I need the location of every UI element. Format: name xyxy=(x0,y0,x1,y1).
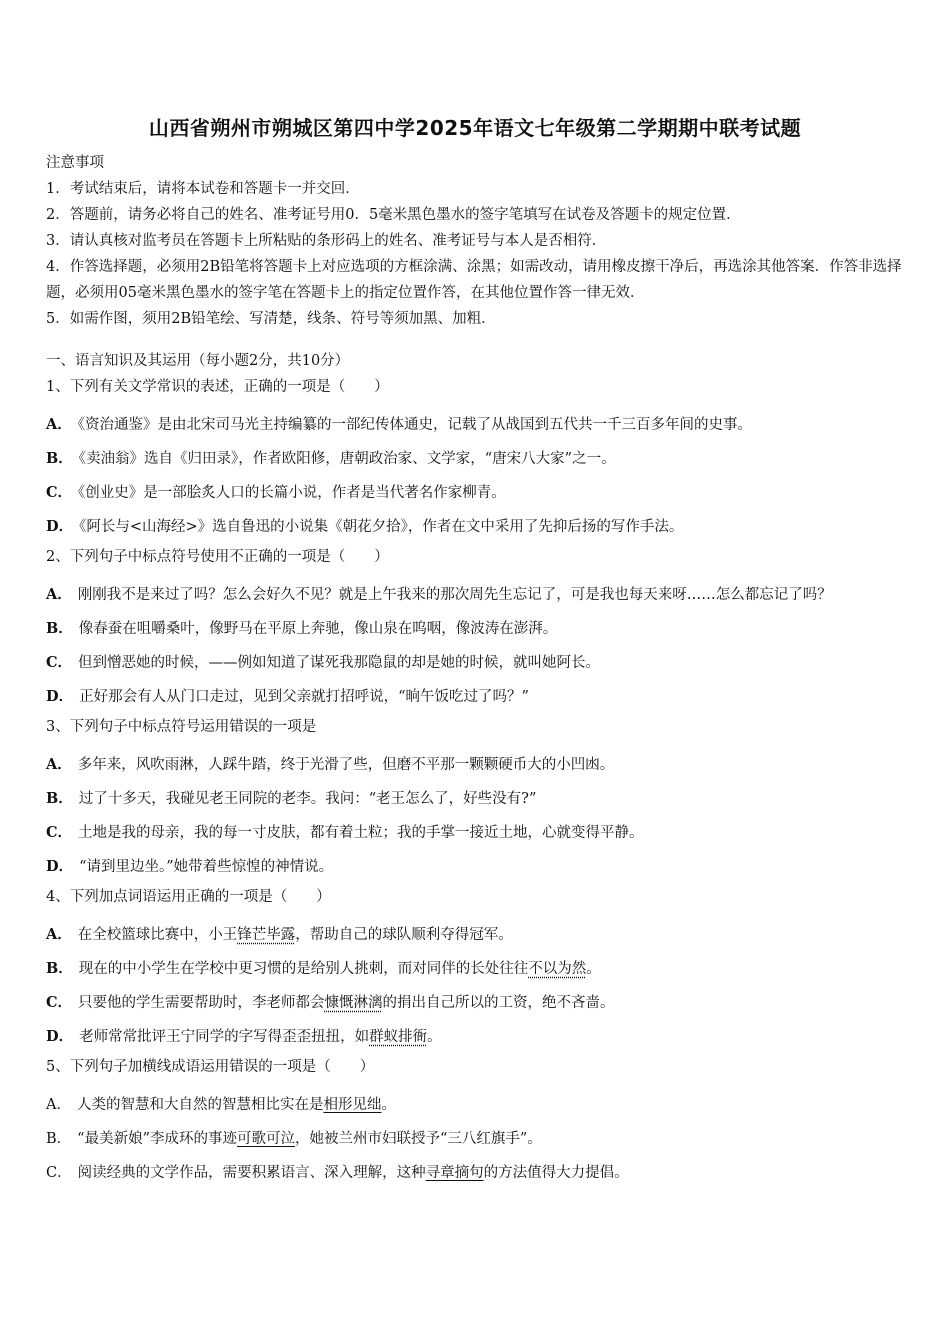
question-1-option-b xyxy=(46,442,906,476)
option-label: B． xyxy=(46,1131,72,1147)
option-label: D． xyxy=(46,688,74,705)
question-3-option-a xyxy=(46,748,906,782)
option-label: C． xyxy=(46,1165,72,1181)
underlined-phrase: 寻章摘句 xyxy=(425,1165,484,1181)
question-1-option-a xyxy=(46,408,906,442)
option-text: 现在的中小学生在学校中更习惯的是给别人挑刺，而对同伴的长处往往 xyxy=(78,961,529,977)
option-label: B． xyxy=(46,790,73,807)
dotted-phrase: 不以为然 xyxy=(528,961,587,977)
option-text: 多年来，风吹雨淋，人踩牛踏，终于光滑了些，但磨不平那一颗颗硬币大的小凹凼。 xyxy=(77,757,615,773)
question-5-stem: 5、下列句子加横线成语运用错误的一项是（ ） xyxy=(46,1059,375,1075)
question-5-option-a xyxy=(46,1088,906,1122)
option-label: D． xyxy=(46,858,74,875)
question-4-option-c xyxy=(46,986,906,1020)
option-label: A． xyxy=(46,586,72,603)
option-text: 的捐出自己所以的工资，绝不吝啬。 xyxy=(382,995,615,1011)
option-text: 。 xyxy=(586,961,601,977)
option-text: “最美新娘”李成环的事迹 xyxy=(77,1131,237,1147)
question-4-option-b xyxy=(46,952,906,986)
notice-heading: 注意事项 xyxy=(46,155,104,171)
notice-item: 3．请认真核对监考员在答题卡上所粘贴的条形码上的姓名、准考证号与本人是否相符． xyxy=(46,233,607,249)
option-text: 。 xyxy=(427,1029,442,1045)
option-label: C． xyxy=(46,654,73,671)
notice-item: 4．作答选择题，必须用2B铅笔将答题卡上对应选项的方框涂满、涂黑；如需改动，请用橡皮擦干净后，再选涂其他答案．作答非选择题，必须用05毫米黑色墨水的签字笔在答题卡上的指定位置作答，在其他位置作答一律无效． xyxy=(46,259,902,301)
option-text: 像春蚕在咀嚼桑叶，像野马在平原上奔驰，像山泉在呜咽，像波涛在澎湃。 xyxy=(78,621,558,637)
question-1-option-c xyxy=(46,476,906,510)
question-5-option-c xyxy=(46,1156,906,1190)
option-text: 。 xyxy=(381,1097,396,1113)
option-label: A． xyxy=(46,1097,71,1113)
option-label: C． xyxy=(46,484,73,501)
option-label: D． xyxy=(46,1028,74,1045)
section-heading: 一、语言知识及其运用（每小题2分，共10分） xyxy=(46,353,350,369)
option-text: ，她被兰州市妇联授予“三八红旗手”。 xyxy=(294,1131,542,1147)
dotted-phrase: 群蚁排衙 xyxy=(369,1029,428,1045)
question-2-option-a xyxy=(46,578,906,612)
question-2-option-b xyxy=(46,612,906,646)
option-label: C． xyxy=(46,994,73,1011)
question-2-stem: 2、下列句子中标点符号使用不正确的一项是（ ） xyxy=(46,549,389,565)
option-text: 正好那会有人从门口走过，见到父亲就打招呼说，“晌午饭吃过了吗？” xyxy=(79,689,529,705)
dotted-phrase: 锋芒毕露 xyxy=(237,927,296,943)
notice-item: 2．答题前，请务必将自己的姓名、准考证号用0．5毫米黑色墨水的签字笔填写在试卷及答题卡的规定位置． xyxy=(46,207,741,223)
option-label: B． xyxy=(46,450,73,467)
question-2-option-c xyxy=(46,646,906,680)
option-text: 土地是我的母亲，我的每一寸皮肤，都有着土粒；我的手掌一接近土地，心就变得平静。 xyxy=(78,825,644,841)
option-label: A． xyxy=(46,416,72,433)
underlined-phrase: 相形见绌 xyxy=(323,1097,382,1113)
question-3-option-d xyxy=(46,850,906,884)
question-3-stem: 3、下列句子中标点符号运用错误的一项是 xyxy=(46,719,317,735)
underlined-phrase: 可歌可泣 xyxy=(236,1131,295,1147)
option-text: 过了十多天，我碰见老王同院的老李。我问：“老王怎么了，好些没有?” xyxy=(78,791,537,807)
question-4-option-d xyxy=(46,1020,906,1054)
page-title: 山西省朔州市朔城区第四中学2025年语文七年级第二学期期中联考试题 xyxy=(148,116,802,140)
option-text: 老师常常批评王宁同学的字写得歪歪扭扭，如 xyxy=(79,1029,370,1045)
question-4-stem: 4、下列加点词语运用正确的一项是（ ） xyxy=(46,889,331,905)
option-text: 在全校篮球比赛中，小王 xyxy=(77,927,238,943)
option-text: 刚刚我不是来过了吗？怎么会好久不见？就是上午我来的那次周先生忘记了，可是我也每天来呀……怎么都忘记了吗？ xyxy=(77,587,832,603)
question-1-stem: 1、下列有关文学常识的表述，正确的一项是（ ） xyxy=(46,379,389,395)
question-3-option-b xyxy=(46,782,906,816)
question-5-option-b xyxy=(46,1122,906,1156)
dotted-phrase: 慷慨淋漓 xyxy=(324,995,383,1011)
question-area xyxy=(46,348,906,1190)
option-text: 的方法值得大力提倡。 xyxy=(483,1165,629,1181)
option-label: B． xyxy=(46,960,73,977)
option-text: 只要他的学生需要帮助时，李老师都会 xyxy=(78,995,325,1011)
option-label: C． xyxy=(46,824,73,841)
option-label: A． xyxy=(46,756,72,773)
question-4-option-a xyxy=(46,918,906,952)
option-text: 《阿长与<山海经>》选自鲁迅的小说集《朝花夕拾》，作者在文中采用了先抑后扬的写作手法。 xyxy=(79,519,684,535)
option-text: 《卖油翁》选自《归田录》，作者欧阳修，唐朝政治家、文学家，“唐宋八大家”之一。 xyxy=(78,451,616,467)
option-text: “请到里边坐。”她带着些惊惶的神情说。 xyxy=(79,859,334,875)
option-text: 但到憎恶她的时候，——例如知道了谋死我那隐鼠的却是她的时候，就叫她阿长。 xyxy=(78,655,601,671)
option-text: ，帮助自己的球队顺利夺得冠军。 xyxy=(295,927,513,943)
question-1-option-d xyxy=(46,510,906,544)
option-text: 《资治通鉴》是由北宋司马光主持编纂的一部纪传体通史，记载了从战国到五代共一千三百多年间的史事。 xyxy=(77,417,753,433)
option-text: 《创业史》是一部脍炙人口的长篇小说，作者是当代著名作家柳青。 xyxy=(78,485,506,501)
notice-item: 1．考试结束后，请将本试卷和答题卡一并交回． xyxy=(46,181,360,197)
option-text: 人类的智慧和大自然的智慧相比实在是 xyxy=(76,1097,324,1113)
notice-section xyxy=(46,150,906,332)
question-2-option-d xyxy=(46,680,906,714)
question-3-option-c xyxy=(46,816,906,850)
option-label: A． xyxy=(46,926,72,943)
option-label: D． xyxy=(46,518,74,535)
option-text: 阅读经典的文学作品，需要积累语言、深入理解，这种 xyxy=(77,1165,426,1181)
notice-item: 5．如需作图，须用2B铅笔绘、写清楚，线条、符号等须加黑、加粗． xyxy=(46,311,496,327)
option-label: B． xyxy=(46,620,73,637)
